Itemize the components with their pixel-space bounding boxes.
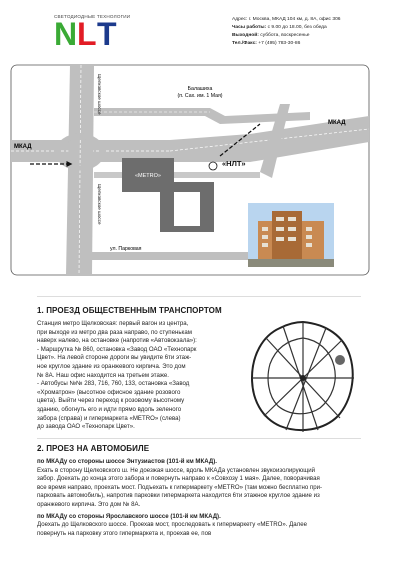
logo-letter-l: L bbox=[77, 20, 97, 46]
section1-title: 1. ПРОЕЗД ОБЩЕСТВЕННЫМ ТРАНСПОРТОМ bbox=[37, 306, 222, 315]
nlt-marker bbox=[209, 162, 217, 170]
section2-title: 2. ПРОЕЗ НА АВТОМОБИЛЕ bbox=[37, 444, 150, 453]
street-bottom: ул. Парковая bbox=[110, 246, 142, 252]
road-vertical-bottom: Щелковское шоссе bbox=[97, 184, 102, 225]
s2-block2-head: по МКАДу со стороны Ярославского шоссе (101-й км МКАД). bbox=[37, 512, 221, 520]
section2-text bbox=[37, 458, 367, 538]
s1-line: ное круглое здание из оранжевого кирпича. Это дом bbox=[37, 362, 186, 370]
address-line: Адрес: г. Москва, МКАД 104 км, д. 8А, офис 306 bbox=[232, 17, 341, 22]
s2-line: все время направо, проехать мост. Подъехать к гипермаркету «METRO» (там можно бесплатно при- bbox=[37, 483, 323, 491]
hours-line: Часы работы: с 9.00 до 18.00, без обеда bbox=[232, 25, 327, 30]
section2-rule bbox=[37, 438, 361, 439]
s1-line: при выходе из метро два раза направо, по ступенькам bbox=[37, 328, 192, 336]
building-photo bbox=[248, 203, 334, 267]
s1-line: цвета). Выйти через переход к розовому высотному bbox=[37, 397, 185, 405]
metro-label: «METRO» bbox=[135, 173, 161, 179]
contacts-block bbox=[232, 16, 341, 48]
s2-line: оранжевого кирпича. Это дом № 8А. bbox=[37, 500, 141, 508]
phone-line: Тел./Факс: +7 (495) 783-30-86 bbox=[232, 41, 301, 46]
road-vertical-top: Щелковское шоссе bbox=[97, 74, 102, 115]
s2-line: парковать автомобиль), напротив парковки гипермаркета находится 6ти этажное круглое здание из bbox=[37, 492, 320, 500]
street-top-2: (п. Сах. им. 1 Мая) bbox=[177, 93, 223, 99]
s1-line: «Хроматрон» (высотное офисное здание розового bbox=[37, 388, 181, 396]
section1-text bbox=[37, 320, 245, 432]
s2-line: Доехать до Щелковского шоссе. Проехав мост, проследовать к гипермаркету «METRO». Далее bbox=[37, 521, 307, 529]
s1-line: Станция метро Щелковская: первый вагон из центра, bbox=[37, 320, 189, 327]
s2-line: повернуть на парковку этого гипермаркета и, проехав ее, пов bbox=[37, 529, 212, 537]
weekend-line: Выходной: суббота, воскресенье bbox=[232, 33, 310, 38]
nlt-label: «НЛТ» bbox=[222, 159, 246, 168]
s1-line: зданию, обогнуть его и идти прямо вдоль зеленого bbox=[37, 405, 182, 413]
s2-line: забор. Доехать до конца этого забора и повернуть направо к «Совхозу 1 мая». Далее, поворачивая bbox=[37, 475, 320, 483]
logo-tagline: СВЕТОДИОДНЫЕ ТЕХНОЛОГИИ bbox=[54, 14, 131, 19]
logo-letter-t: T bbox=[97, 20, 117, 46]
logo-letter-n: N bbox=[54, 20, 78, 46]
s1-line: № 8А. Наш офис находится на третьем этаже. bbox=[37, 371, 169, 379]
s2-line: Ехать в сторону Щелковского ш. Не доезжая шоссе, вдоль МКАДа установлен звукоизолирующий bbox=[37, 466, 316, 474]
mkad-left-label: МКАД bbox=[14, 144, 32, 150]
s2-block1-head: по МКАДу со стороны шоссе Энтузиастов (101-й км МКАД). bbox=[37, 458, 217, 465]
metro-station-marker bbox=[335, 355, 345, 365]
nlt-logo bbox=[54, 20, 124, 46]
street-top-1: Балашиха bbox=[187, 86, 213, 92]
metro-scheme bbox=[248, 318, 358, 436]
s1-line: - Маршрутка № 860, остановка «Завод ОАО «Технопарк bbox=[37, 345, 197, 353]
s1-line: - Автобусы №№ 283, 716, 760, 133, остановка «Завод bbox=[37, 380, 190, 388]
s1-line: наверх налево, на остановке (напротив «Автовокзала»): bbox=[37, 337, 197, 345]
section1-rule bbox=[37, 296, 361, 297]
s1-line: забора (справа) и гипермаркета «METRO» (слева) bbox=[37, 414, 181, 422]
s1-line: до завода ОАО «Технопарк Цвет». bbox=[37, 423, 135, 431]
s1-line: Цвет». На левой стороне дороги вы увидите 6ти этаж- bbox=[37, 354, 192, 362]
page-header bbox=[0, 0, 400, 62]
mkad-right-label: МКАД bbox=[328, 120, 346, 126]
